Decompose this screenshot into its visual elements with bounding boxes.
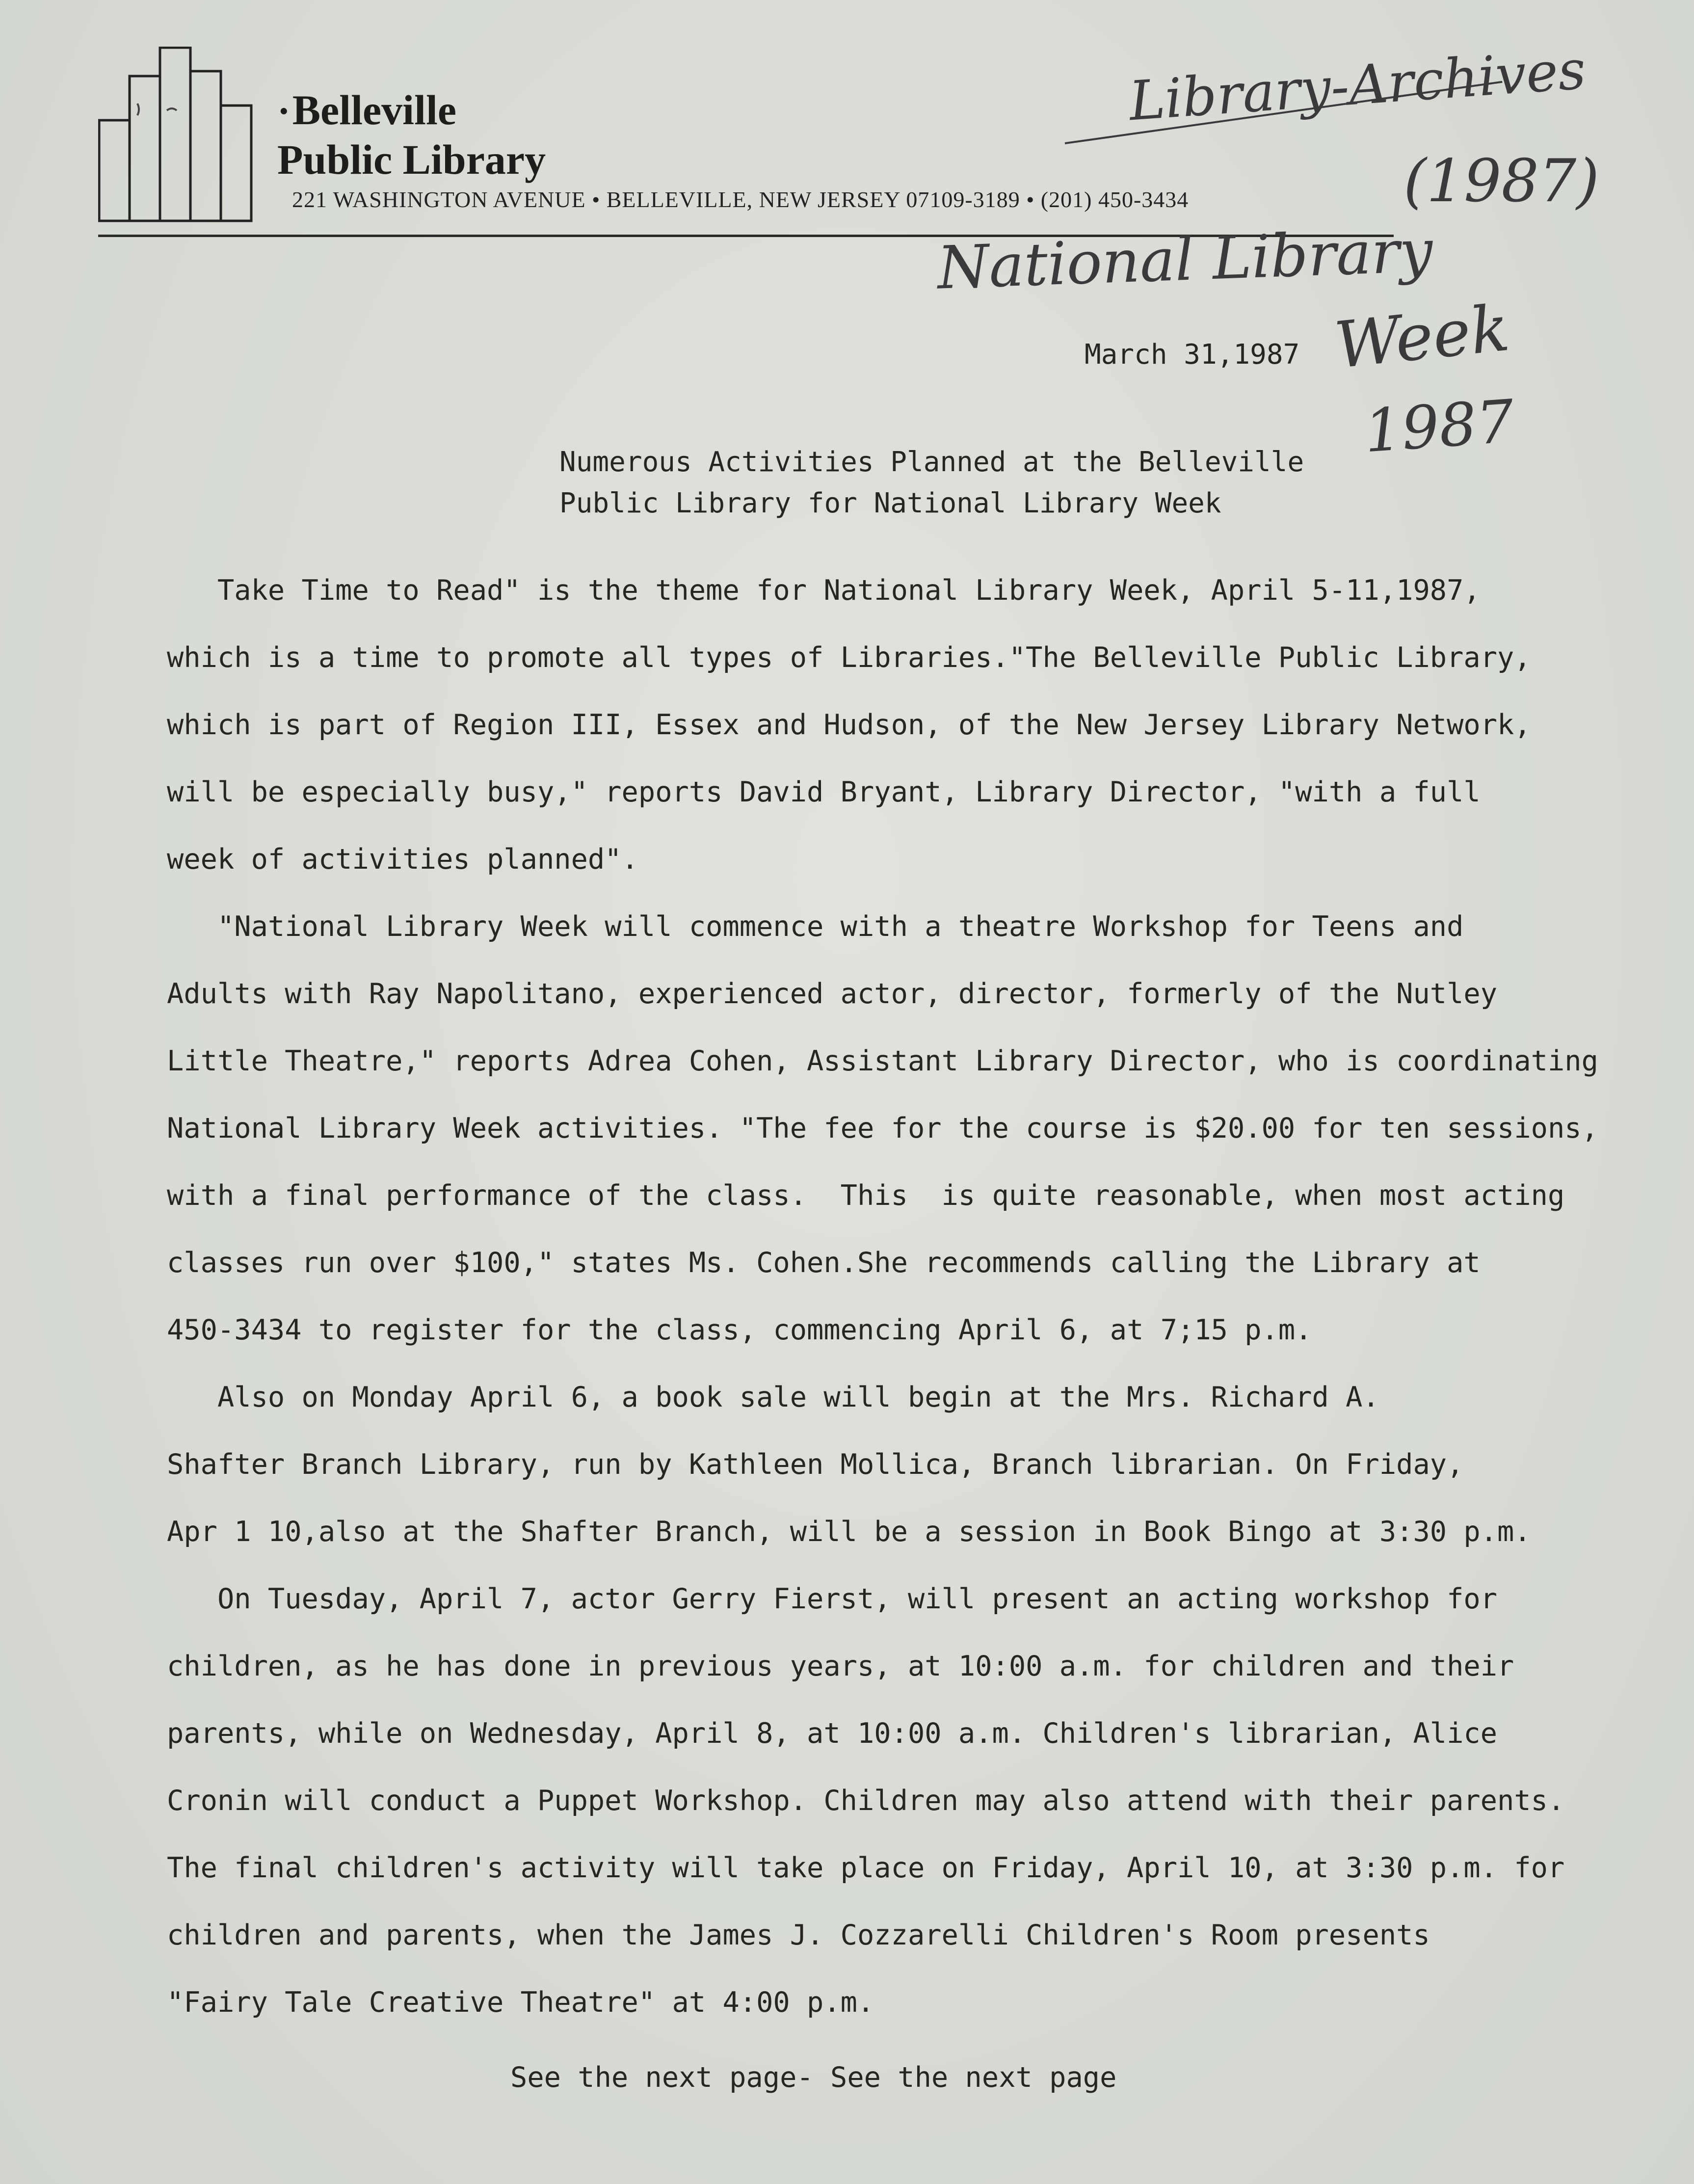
- handwritten-note-archives: Library-Archives: [1127, 38, 1588, 133]
- body-line: children, as he has done in previous years, at 10:00 a.m. for children and their: [167, 1650, 1514, 1682]
- body-line: Apr 1 10,also at the Shafter Branch, will be a session in Book Bingo at 3:30 p.m.: [167, 1516, 1531, 1548]
- body-line: Cronin will conduct a Puppet Workshop. Children may also attend with their parents.: [167, 1784, 1565, 1817]
- handwritten-note-national-library: National Library: [936, 217, 1434, 303]
- letter-date: March 31,1987: [1085, 339, 1300, 371]
- library-logo-icon: [98, 47, 265, 223]
- body-line: Adults with Ray Napolitano, experienced actor, director, formerly of the Nutley: [167, 978, 1498, 1010]
- body-line: classes run over $100," states Ms. Cohen.She recommends calling the Library at: [167, 1247, 1481, 1279]
- handwritten-note-1987: 1987: [1362, 387, 1516, 466]
- headline-line: Public Library for National Library Week: [559, 487, 1221, 519]
- handwritten-note-week: Week: [1331, 290, 1513, 383]
- library-name-line1: Belleville: [292, 86, 457, 133]
- page-footer-note: See the next page- See the next page: [510, 2061, 1117, 2094]
- press-release-body: [167, 557, 1598, 2036]
- press-release-headline: [559, 442, 1304, 524]
- body-line: with a final performance of the class. This is quite reasonable, when most acting: [167, 1179, 1565, 1212]
- body-line: parents, while on Wednesday, April 8, at 10:00 a.m. Children's librarian, Alice: [167, 1717, 1498, 1750]
- body-line: Shafter Branch Library, run by Kathleen Mollica, Branch librarian. On Friday,: [167, 1448, 1464, 1481]
- headline-line: Numerous Activities Planned at the Belleville: [559, 446, 1304, 478]
- body-line: On Tuesday, April 7, actor Gerry Fierst, will present an acting workshop for: [167, 1583, 1498, 1615]
- library-name: ·Belleville Public Library: [277, 86, 546, 183]
- body-line: children and parents, when the James J. Cozzarelli Children's Room presents: [167, 1919, 1430, 1951]
- body-line: which is part of Region III, Essex and Hudson, of the New Jersey Library Network,: [167, 709, 1531, 741]
- body-line: week of activities planned".: [167, 843, 638, 876]
- library-name-line2: Public Library: [277, 136, 546, 183]
- body-line: The final children's activity will take place on Friday, April 10, at 3:30 p.m. for: [167, 1852, 1565, 1884]
- body-line: which is a time to promote all types of Libraries."The Belleville Public Library,: [167, 641, 1531, 674]
- library-address: 221 WASHINGTON AVENUE • BELLEVILLE, NEW JERSEY 07109-3189 • (201) 450-3434: [292, 187, 1189, 212]
- body-line: Also on Monday April 6, a book sale will begin at the Mrs. Richard A.: [167, 1381, 1379, 1413]
- body-line: will be especially busy," reports David Bryant, Library Director, "with a full: [167, 776, 1481, 808]
- body-line: National Library Week activities. "The fee for the course is $20.00 for ten sessions,: [167, 1112, 1598, 1145]
- handwritten-note-year: (1987): [1403, 147, 1600, 215]
- body-line: 450-3434 to register for the class, commencing April 6, at 7;15 p.m.: [167, 1314, 1312, 1346]
- body-line: Take Time to Read" is the theme for National Library Week, April 5-11,1987,: [167, 574, 1481, 607]
- body-line: "Fairy Tale Creative Theatre" at 4:00 p.m.: [167, 1986, 874, 2019]
- body-line: "National Library Week will commence with a theatre Workshop for Teens and: [167, 910, 1464, 943]
- body-line: Little Theatre," reports Adrea Cohen, Assistant Library Director, who is coordinating: [167, 1045, 1598, 1077]
